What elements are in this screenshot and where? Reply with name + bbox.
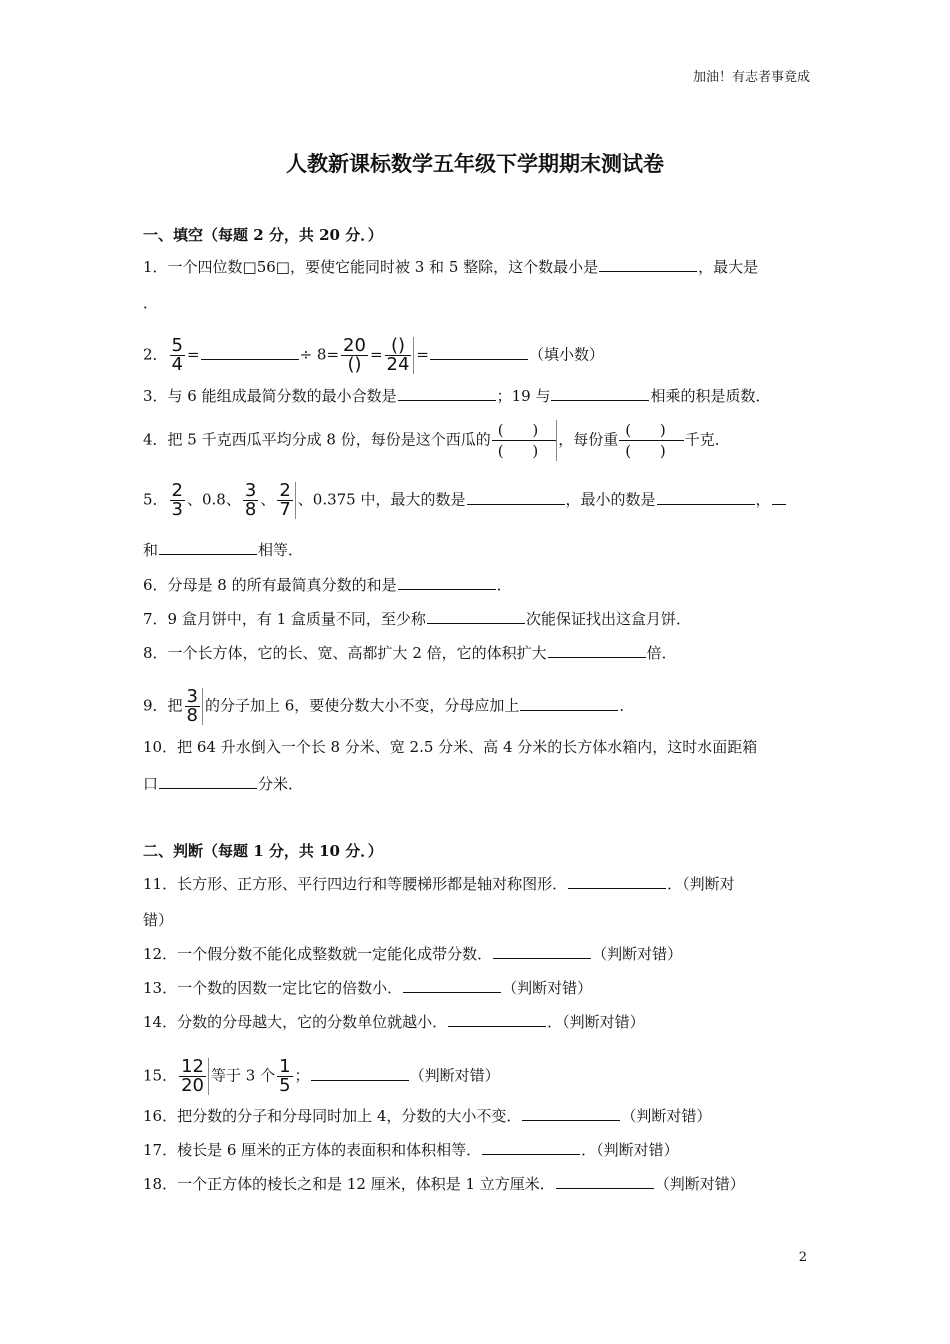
fraction: $\frac{2}{3}$ xyxy=(171,480,183,520)
fraction: $\frac{2}{7}$ xyxy=(277,482,295,519)
question-7: 7．9 盒月饼中，有 1 盒质量不同，至少称 次能保证找出这盒月饼． xyxy=(143,610,691,628)
answer-blank[interactable] xyxy=(201,345,299,360)
blank-fraction[interactable]: $\frac{( )}{( )}$ xyxy=(492,420,557,461)
question-8: 8．一个长方体，它的长、宽、高都扩大 2 倍，它的体积扩大 倍． xyxy=(143,644,677,662)
question-17: 17．棱长是 6 厘米的正方体的表面积和体积相等． ．（判断对错） xyxy=(143,1141,679,1159)
answer-blank[interactable] xyxy=(772,490,786,505)
fraction: $\frac{()}{24}$ xyxy=(385,337,415,374)
question-12: 12．一个假分数不能化成整数就一定能化成带分数． （判断对错） xyxy=(143,945,683,963)
question-14: 14．分数的分母越大，它的分数单位就越小． ．（判断对错） xyxy=(143,1013,645,1031)
question-11-cont: 错） xyxy=(143,911,174,929)
answer-blank[interactable] xyxy=(493,944,591,959)
answer-blank[interactable] xyxy=(520,696,618,711)
answer-blank[interactable] xyxy=(311,1066,409,1081)
answer-blank[interactable] xyxy=(403,978,501,993)
question-1: 1．一个四位数□56□，要使它能同时被 3 和 5 整除，这个数最小是 ，最大是 xyxy=(143,258,759,276)
question-9: 9．把 $\frac{3}{8}$ 的分子加上 6，要使分数大小不变，分母应加上 ． xyxy=(143,686,635,726)
answer-blank[interactable] xyxy=(159,774,257,789)
answer-blank[interactable] xyxy=(548,643,646,658)
answer-blank[interactable] xyxy=(159,540,257,555)
answer-blank[interactable] xyxy=(398,575,496,590)
fraction: $\frac{5}{4}$ xyxy=(171,335,183,375)
question-2: 2． $\frac{5}{4}$ = ÷ 8= $\frac{20}{()}$ = $\frac{()}{24}$ = （填小数） xyxy=(143,335,605,375)
answer-blank[interactable] xyxy=(430,345,528,360)
section-1-heading: 一、填空（每题 2 分，共 20 分．） xyxy=(143,226,383,244)
question-6: 6．分母是 8 的所有最简真分数的和是 ． xyxy=(143,576,512,594)
question-4: 4．把 5 千克西瓜平均分成 8 份，每份是这个西瓜的 $\frac{( )}{( )}$ ，每份重 $\frac{( )}{( )}$ 千克． xyxy=(143,421,730,460)
fraction: $\frac{12}{20}$ xyxy=(179,1058,209,1095)
fraction: $\frac{20}{()}$ xyxy=(343,335,366,375)
section-2-heading: 二、判断（每题 1 分，共 10 分．） xyxy=(143,842,383,860)
page-number: 2 xyxy=(798,1250,807,1265)
blank-fraction[interactable]: $\frac{( )}{( )}$ xyxy=(619,420,683,461)
fraction: $\frac{1}{5}$ xyxy=(279,1056,291,1096)
answer-blank[interactable] xyxy=(551,386,649,401)
question-10: 10．把 64 升水倒入一个长 8 分米、宽 2.5 分米、高 4 分米的长方体水箱内，这时水面距箱 xyxy=(143,738,758,756)
fraction: $\frac{3}{8}$ xyxy=(244,480,257,520)
answer-blank[interactable] xyxy=(482,1140,580,1155)
question-10-cont: 口 分米． xyxy=(143,775,304,793)
page-title: 人教新课标数学五年级下学期期末测试卷 xyxy=(286,151,664,176)
question-18: 18．一个正方体的棱长之和是 12 厘米，体积是 1 立方厘米． （判断对错） xyxy=(143,1175,745,1193)
question-3: 3．与 6 能组成最简分数的最小合数是 ；19 与 相乘的积是质数． xyxy=(143,387,771,405)
answer-blank[interactable] xyxy=(556,1174,654,1189)
header-motto: 加油！有志者事竟成 xyxy=(692,70,810,85)
question-15: 15． $\frac{12}{20}$ 等于 3 个 $\frac{1}{5}$ ； （判断对错） xyxy=(143,1056,500,1096)
question-16: 16．把分数的分子和分母同时加上 4，分数的大小不变． （判断对错） xyxy=(143,1107,712,1125)
answer-blank[interactable] xyxy=(467,490,565,505)
fraction: $\frac{3}{8}$ xyxy=(185,688,203,725)
answer-blank[interactable] xyxy=(448,1012,546,1027)
answer-blank[interactable] xyxy=(398,386,496,401)
question-11: 11．长方形、正方形、平行四边行和等腰梯形都是轴对称图形． ．（判断对 xyxy=(143,875,735,893)
question-1-cont: ． xyxy=(143,294,159,312)
answer-blank[interactable] xyxy=(657,490,755,505)
answer-blank[interactable] xyxy=(599,257,697,272)
question-5: 5． $\frac{2}{3}$ 、0.8、 $\frac{3}{8}$ 、 $\frac{2}{7}$ 、0.375 中，最大的数是 ，最小的数是 ， xyxy=(143,482,787,519)
question-13: 13．一个数的因数一定比它的倍数小． （判断对错） xyxy=(143,979,593,997)
answer-blank[interactable] xyxy=(568,874,666,889)
answer-blank[interactable] xyxy=(427,609,525,624)
answer-blank[interactable] xyxy=(522,1106,620,1121)
question-5-cont: 和 相等． xyxy=(143,541,304,559)
